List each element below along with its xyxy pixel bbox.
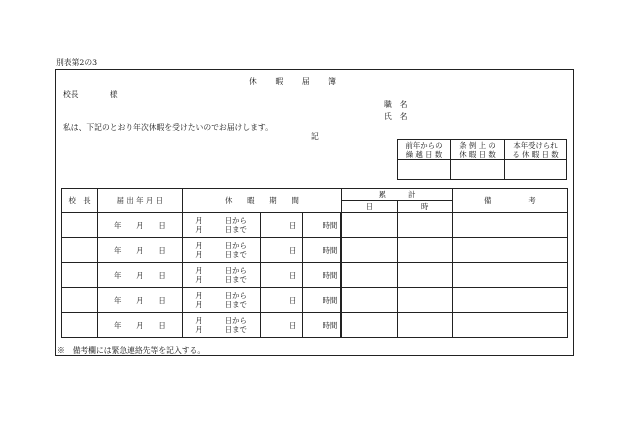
cumulative-hours-cell[interactable] xyxy=(397,288,452,313)
statutory-days-header: 条 例 上 の 休 暇 日 数 xyxy=(451,140,505,160)
cumulative-days-cell[interactable] xyxy=(342,288,397,313)
period-hours-cell[interactable]: 時間 xyxy=(303,263,341,288)
statutory-days-cell[interactable] xyxy=(451,160,505,180)
cumulative-days-cell[interactable] xyxy=(342,238,397,263)
period-days-cell[interactable]: 日 xyxy=(260,313,303,338)
date-cell[interactable]: 年 月 日 xyxy=(98,213,182,238)
cumulative-hours-cell[interactable] xyxy=(397,213,452,238)
cumulative-days-cell[interactable] xyxy=(342,263,397,288)
cumulative-hours-cell[interactable] xyxy=(397,238,452,263)
table-row xyxy=(62,263,568,288)
remarks-cell[interactable] xyxy=(452,288,567,313)
period-hours-cell[interactable]: 時間 xyxy=(303,213,341,238)
ki-label: 記 xyxy=(311,132,319,141)
form-title: 休 暇 届 簿 xyxy=(249,77,337,86)
footnote: ※ 備考欄には緊急連絡先等を記入する。 xyxy=(57,346,206,355)
period-range-cell[interactable]: 月 日から 月 日まで xyxy=(182,288,260,313)
period-days-cell[interactable]: 日 xyxy=(260,238,303,263)
table-row xyxy=(62,213,568,238)
period-hours-cell[interactable]: 時間 xyxy=(303,288,341,313)
period-hours-cell[interactable]: 時間 xyxy=(303,238,341,263)
period-hours-cell[interactable]: 時間 xyxy=(303,313,341,338)
principal-header: 校 長 xyxy=(62,189,98,213)
period-range-cell[interactable]: 月 日から 月 日まで xyxy=(182,238,260,263)
period-range-cell[interactable]: 月 日から 月 日まで xyxy=(182,213,260,238)
table-row xyxy=(62,238,568,263)
leave-record-table xyxy=(61,188,568,338)
date-cell[interactable]: 年 月 日 xyxy=(98,263,182,288)
principal-seal-cell[interactable] xyxy=(62,313,98,338)
available-days-cell[interactable] xyxy=(505,160,567,180)
cumulative-days-cell[interactable] xyxy=(342,313,397,338)
period-days-cell[interactable]: 日 xyxy=(260,288,303,313)
principal-seal-cell[interactable] xyxy=(62,263,98,288)
period-days-cell[interactable]: 日 xyxy=(260,213,303,238)
cumulative-hours-header: 時 xyxy=(397,201,452,213)
principal-seal-cell[interactable] xyxy=(62,213,98,238)
principal-seal-cell[interactable] xyxy=(62,288,98,313)
statement-text: 私は、下記のとおり年次休暇を受けたいのでお届けします。 xyxy=(63,123,273,132)
cumulative-hours-cell[interactable] xyxy=(397,313,452,338)
cumulative-days-header: 日 xyxy=(342,201,397,213)
table-row xyxy=(62,288,568,313)
date-cell[interactable]: 年 月 日 xyxy=(98,313,182,338)
remarks-cell[interactable] xyxy=(452,238,567,263)
period-days-cell[interactable]: 日 xyxy=(260,263,303,288)
period-header: 休 暇 期 間 xyxy=(182,189,342,213)
addressee: 校長 様 xyxy=(63,90,118,99)
name-label: 氏 名 xyxy=(384,112,408,121)
date-header: 届 出 年 月 日 xyxy=(98,189,182,213)
leave-days-table xyxy=(397,139,567,180)
carryover-days-cell[interactable] xyxy=(398,160,451,180)
cumulative-days-cell[interactable] xyxy=(342,213,397,238)
table-row xyxy=(62,313,568,338)
remarks-cell[interactable] xyxy=(452,213,567,238)
date-cell[interactable]: 年 月 日 xyxy=(98,288,182,313)
remarks-header: 備 考 xyxy=(452,189,567,213)
period-range-cell[interactable]: 月 日から 月 日まで xyxy=(182,313,260,338)
job-title-label: 職 名 xyxy=(384,100,408,109)
period-range-cell[interactable]: 月 日から 月 日まで xyxy=(182,263,260,288)
carryover-days-header: 前年からの 繰 越 日 数 xyxy=(398,140,451,160)
date-cell[interactable]: 年 月 日 xyxy=(98,238,182,263)
cumulative-hours-cell[interactable] xyxy=(397,263,452,288)
remarks-cell[interactable] xyxy=(452,313,567,338)
form-number: 別表第2の3 xyxy=(56,58,98,67)
cumulative-header: 累 計 xyxy=(342,189,453,201)
available-days-header: 本年受けられ る 休 暇 日 数 xyxy=(505,140,567,160)
remarks-cell[interactable] xyxy=(452,263,567,288)
principal-seal-cell[interactable] xyxy=(62,238,98,263)
